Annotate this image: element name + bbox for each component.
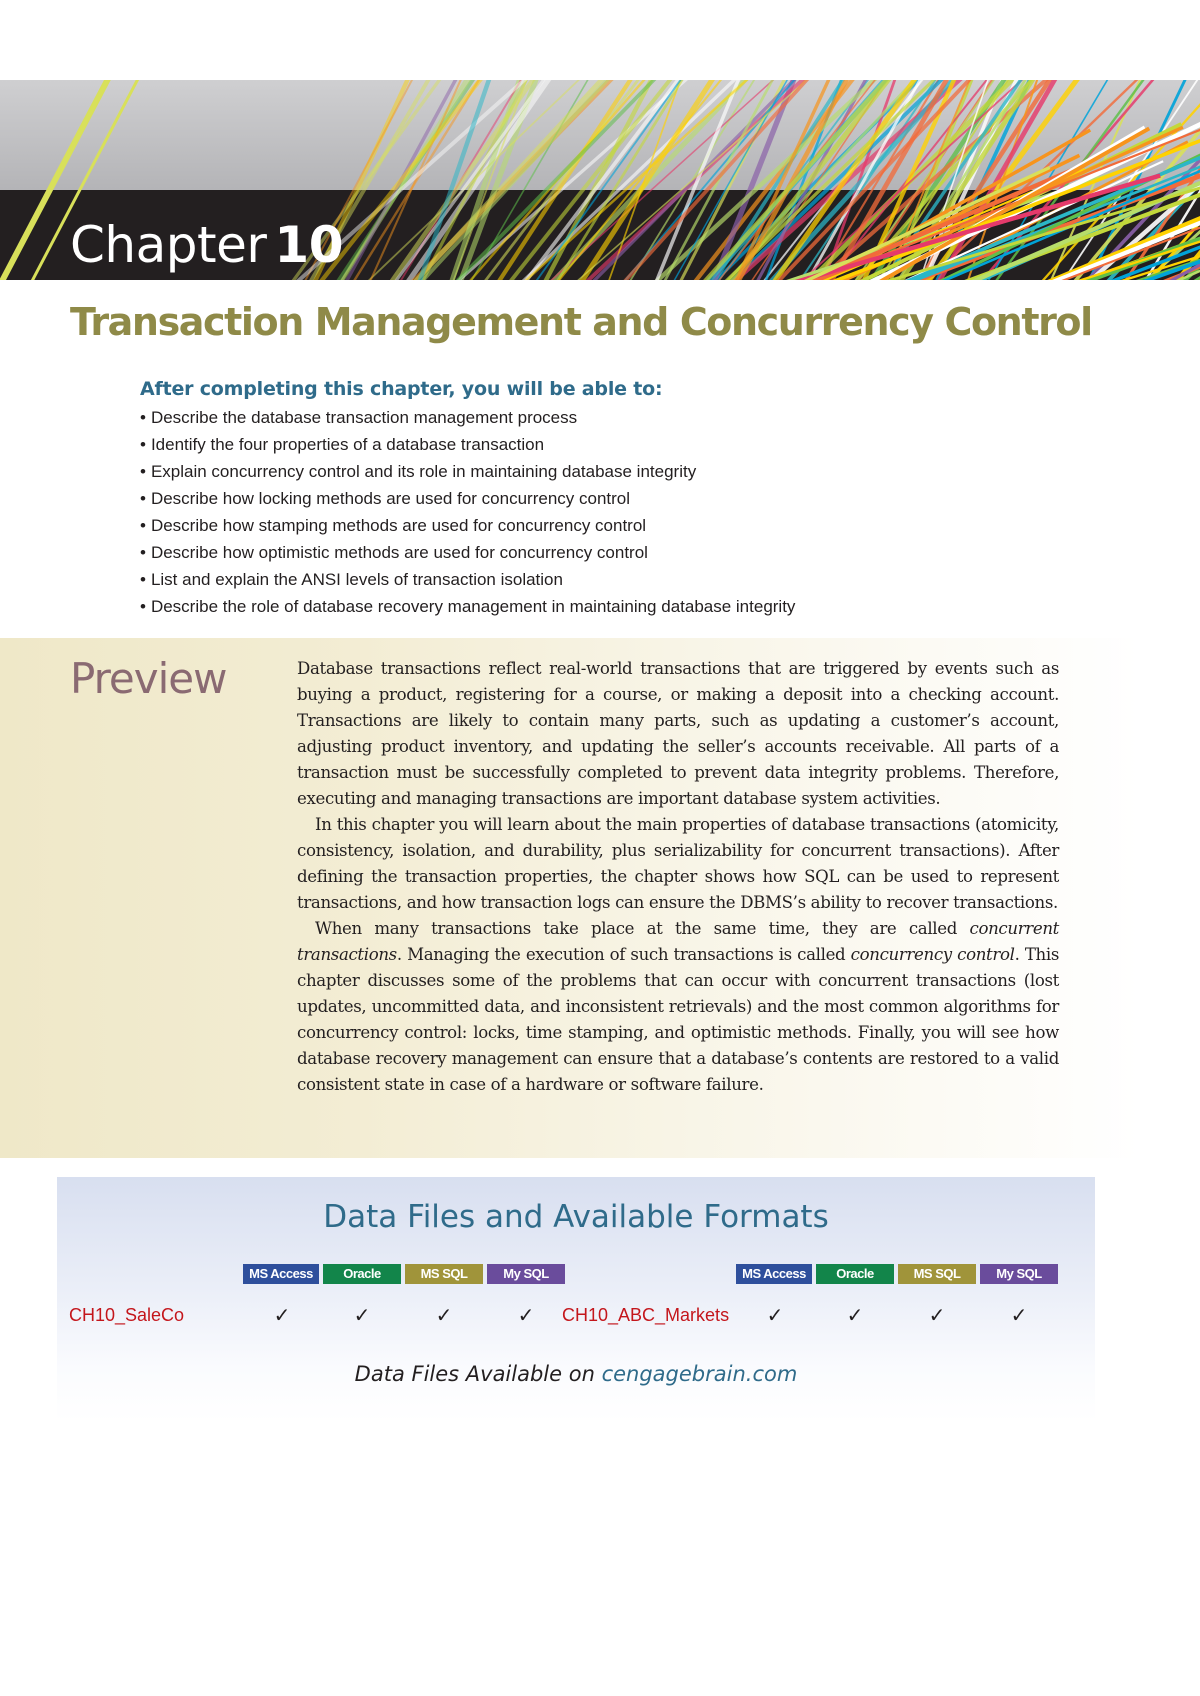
preview-heading: Preview	[70, 654, 227, 703]
data-files-heading: Data Files and Available Formats	[323, 1199, 829, 1235]
check-icon: ✓	[846, 1303, 864, 1327]
check-icon: ✓	[435, 1303, 453, 1327]
chapter-label: Chapter	[70, 216, 267, 274]
data-files-footer-text: Data Files Available on	[354, 1362, 602, 1386]
format-badge-ms-sql: MS SQL	[405, 1264, 483, 1284]
check-icon: ✓	[353, 1303, 371, 1327]
term-concurrent-transactions: concurrent transactions	[297, 919, 1059, 964]
objective-item: • Describe the database transaction management process	[140, 404, 1140, 431]
check-icon: ✓	[517, 1303, 535, 1327]
objective-item: • Describe how stamping methods are used for concurrency control	[140, 512, 1140, 539]
check-icon: ✓	[273, 1303, 291, 1327]
preview-paragraph: In this chapter you will learn about the main properties of database transactions (atomicity, consistency, isolation, and durability, plus serializability for concurrent transactions). After defining the transaction properties, the chapter shows how SQL can be used to represent transactions, and how transaction logs can ensure the DBMS’s ability to recover transactions.	[297, 815, 1059, 912]
check-icon: ✓	[1010, 1303, 1028, 1327]
format-badge-oracle: Oracle	[816, 1264, 894, 1284]
preview-text: When many transactions take place at the same time, they are called	[315, 919, 970, 938]
data-files-box	[57, 1177, 1095, 1422]
check-icon: ✓	[766, 1303, 784, 1327]
format-badge-ms-access: MS Access	[243, 1264, 319, 1284]
learning-objectives	[140, 378, 1140, 620]
objective-item: • Explain concurrency control and its role in maintaining database integrity	[140, 458, 1140, 485]
objectives-list	[140, 404, 1140, 620]
format-badge-my-sql: My SQL	[980, 1264, 1058, 1284]
chapter-number: 10	[274, 216, 343, 274]
data-file-ch10-saleco[interactable]: CH10_SaleCo	[69, 1305, 185, 1325]
objective-item: • Describe how optimistic methods are used for concurrency control	[140, 539, 1140, 566]
chapter-heading	[70, 210, 343, 280]
objective-item: • Describe how locking methods are used for concurrency control	[140, 485, 1140, 512]
preview-text: . Managing the execution of such transactions is called	[396, 945, 851, 964]
cengagebrain-link[interactable]: cengagebrain.com	[601, 1362, 798, 1386]
objective-item: • Describe the role of database recovery management in maintaining database integrity	[140, 593, 1140, 620]
objectives-intro: After completing this chapter, you will be able to:	[140, 378, 663, 400]
objective-item: • Identify the four properties of a database transaction	[140, 431, 1140, 458]
format-badge-ms-sql: MS SQL	[898, 1264, 976, 1284]
preview-paragraph	[297, 916, 1059, 1098]
preview-text: . This chapter discusses some of the problems that can occur with concurrent transactions (lost updates, uncommitted data, and inconsistent retrievals) and the most common algorithms for concurrency control: locks, time stamping, and optimistic methods. Finally, you will see how database recovery management can ensure that a database’s contents are restored to a valid consistent state in case of a hardware or software failure.	[297, 945, 1060, 1094]
format-badge-oracle: Oracle	[323, 1264, 401, 1284]
preview-paragraph: Database transactions reflect real-world transactions that are triggered by events such as buying a product, registering for a course, or making a deposit into a checking account. Transactions are likely to contain many parts, such as updating a customer’s account, adjusting product inventory, and updating the seller’s accounts receivable. All parts of a transaction must be successfully completed to prevent data integrity problems. Therefore, executing and managing transactions are important database system activities.	[297, 659, 1059, 808]
preview-body	[297, 656, 1059, 1098]
format-badge-ms-access: MS Access	[736, 1264, 812, 1284]
chapter-title: Transaction Management and Concurrency Control	[70, 300, 1092, 344]
check-icon: ✓	[928, 1303, 946, 1327]
data-file-ch10-abc-markets[interactable]: CH10_ABC_Markets	[562, 1305, 730, 1325]
format-badge-my-sql: My SQL	[487, 1264, 565, 1284]
term-concurrency-control: concurrency control	[850, 945, 1015, 964]
objective-item: • List and explain the ANSI levels of transaction isolation	[140, 566, 1140, 593]
data-files-footer	[57, 1362, 1095, 1386]
